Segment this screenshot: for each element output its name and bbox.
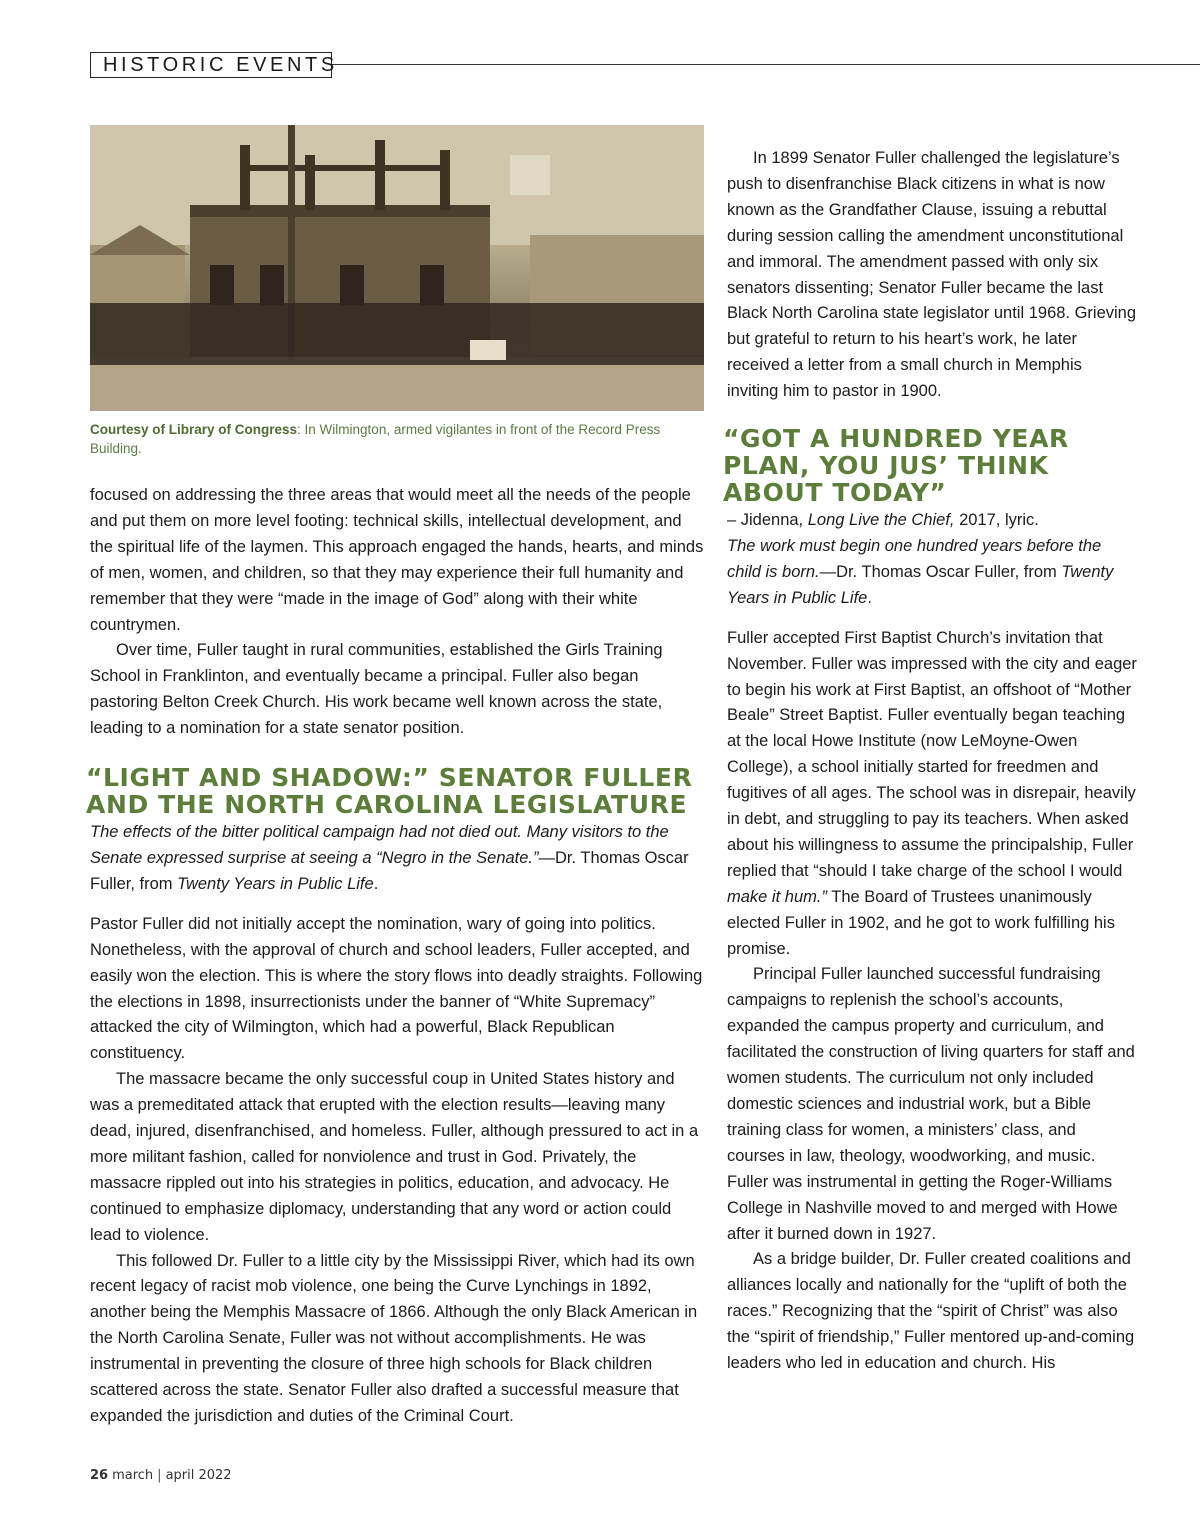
paragraph: The massacre became the only successful coup in United States history and was a premeditated attack that erupted with the election results—leaving many dead, injured, disenfranchised, and homeless. Fuller, although pressured to act in a more militant fashion, called for nonviolence and trust in God. Privately, the massacre rippled out into his strategies in politics, education, and advocacy. He continued to emphasize diplomacy, understanding that any word or action could lead to violence.	[90, 1070, 699, 1244]
paragraph: Principal Fuller launched successful fundraising campaigns to replenish the school’s accounts, expanded the campus property and curriculum, and facilitated the construction of living quarters for staff and women students. The curriculum not only included domestic sciences and industrial work, but a Bible training class for women, a ministers’ class, and courses in law, theology, woodworking, and music. Fuller was instrumental in getting the Roger-Williams College in Nashville moved to and merged with Howe after it burned down in 1927.	[727, 965, 1135, 1243]
left-column	[86, 483, 704, 1430]
lyric-title: Long Live the Chief,	[807, 511, 955, 530]
paragraph-emphasis: make it hum.”	[727, 887, 827, 906]
issue-date: april 2022	[165, 1468, 232, 1483]
caption-credit: Courtesy of Library of Congress	[90, 422, 298, 437]
section-heading: “LIGHT AND SHADOW:” SENATOR FULLER AND THE NORTH CAROLINA LEGISLATURE	[86, 763, 693, 820]
caption-text: : In Wilmington, armed vigilantes in front of the Record Press Building.	[90, 422, 661, 456]
paragraph: As a bridge builder, Dr. Fuller created coalitions and alliances locally and nationally for the “uplift of both the races.” Recognizing that the “spirit of Christ” was also the “spirit of friendship,” Fuller mentored up-and-coming leaders who led in education and church. His	[727, 1250, 1135, 1373]
quote-text: The effects of the bitter political campaign had not died out. Many visitors to the Senate expressed surprise at seeing a “Negro in the Senate.”	[90, 823, 669, 867]
quote-attribution: —Dr. Thomas Oscar Fuller, from	[819, 562, 1062, 581]
quote-text: The work must begin one hundred years before the child is born.	[727, 536, 1102, 581]
issue-month: march	[112, 1468, 154, 1483]
quote-end: .	[373, 874, 379, 893]
paragraph-text: Fuller accepted First Baptist Church’s invitation that November. Fuller was impressed with the city and eager to begin his work at First Baptist, an offshoot of “Mother Beale” Street Baptist. Fuller eventually began teaching at the local Howe Institute (now LeMoyne-Owen College), a school initially started for freedmen and fugitives of all ages. The school was in disrepair, heavily in debt, and struggling to pay its teachers. When asked about his willingness to assume the principalship, Fuller replied that “should I take charge of the school I would	[727, 628, 1137, 880]
page-number: 26	[90, 1468, 109, 1483]
quote-source: Twenty Years in Public Life	[727, 562, 1114, 607]
paragraph: focused on addressing the three areas that would meet all the needs of the people and put them on more level footing: technical skills, intellectual development, and the spiritual life of the laymen. This approach engaged the hands, hearts, and minds of men, women, and children, so that they may experience their full humanity and remember that they were “made in the image of God” along with their white countrymen.	[90, 486, 704, 634]
paragraph: This followed Dr. Fuller to a little city by the Mississippi River, which had its own recent legacy of racist mob violence, one being the Curve Lynchings in 1892, another being the Memphis Massacre of 1866. Although the only Black American in the North Carolina Senate, Fuller was not without accomplishments. He was instrumental in preventing the closure of three high schools for Black children scattered across the state. Senator Fuller also drafted a successful measure that expanded the jurisdiction and duties of the Criminal Court.	[90, 1251, 698, 1425]
photo-illustration	[90, 125, 704, 411]
footer-divider: |	[157, 1468, 162, 1483]
paragraph: Over time, Fuller taught in rural communities, established the Girls Training School in Franklinton, and eventually became a principal. Fuller also began pastoring Belton Creek Church. His work became well known across the state, leading to a nomination for a state senator position.	[90, 641, 663, 738]
lyric-suffix: 2017, lyric.	[954, 511, 1039, 530]
paragraph: Pastor Fuller did not initially accept the nomination, wary of going into politics. Nonetheless, with the approval of church and school leaders, Fuller accepted, and easily won the election. This is where the story flows into deadly straights. Following the elections in 1898, insurrectionists under the banner of “White Supremacy” attacked the city of Wilmington, which had a powerful, Black Republican constituency.	[90, 914, 703, 1063]
epigraph-quote	[90, 820, 704, 898]
page-footer	[90, 1468, 232, 1483]
photo-caption	[90, 420, 704, 458]
quote-source: Twenty Years in Public Life	[177, 874, 374, 893]
paragraph-text: The Board of Trustees unanimously elected Fuller in 1902, and he got to work fulfilling his promise.	[727, 887, 1115, 958]
section-label: HISTORIC EVENTS	[90, 52, 332, 78]
section-heading: “GOT A HUNDRED YEAR PLAN, YOU JUS’ THINK ABOUT TODAY”	[723, 424, 1069, 508]
right-column	[723, 146, 1137, 1377]
quote-attribution: —Dr. Thomas Oscar Fuller, from	[90, 848, 689, 893]
lyric-credit	[727, 508, 1137, 534]
quote-end: .	[867, 588, 872, 607]
header-rule	[332, 64, 1200, 65]
lyric-prefix: – Jidenna,	[727, 511, 808, 530]
historic-photo	[90, 125, 704, 411]
paragraph: In 1899 Senator Fuller challenged the legislature’s push to disenfranchise Black citizens in what is now known as the Grandfather Clause, issuing a rebuttal during session calling the amendment unconstitutional and immoral. The amendment passed with only six senators dissenting; Senator Fuller became the last Black North Carolina state legislator until 1968. Grieving but grateful to return to his heart’s work, he later received a letter from a small church in Memphis inviting him to pastor in 1900.	[727, 149, 1137, 401]
paragraph	[727, 626, 1137, 963]
epigraph-quote	[727, 534, 1137, 612]
